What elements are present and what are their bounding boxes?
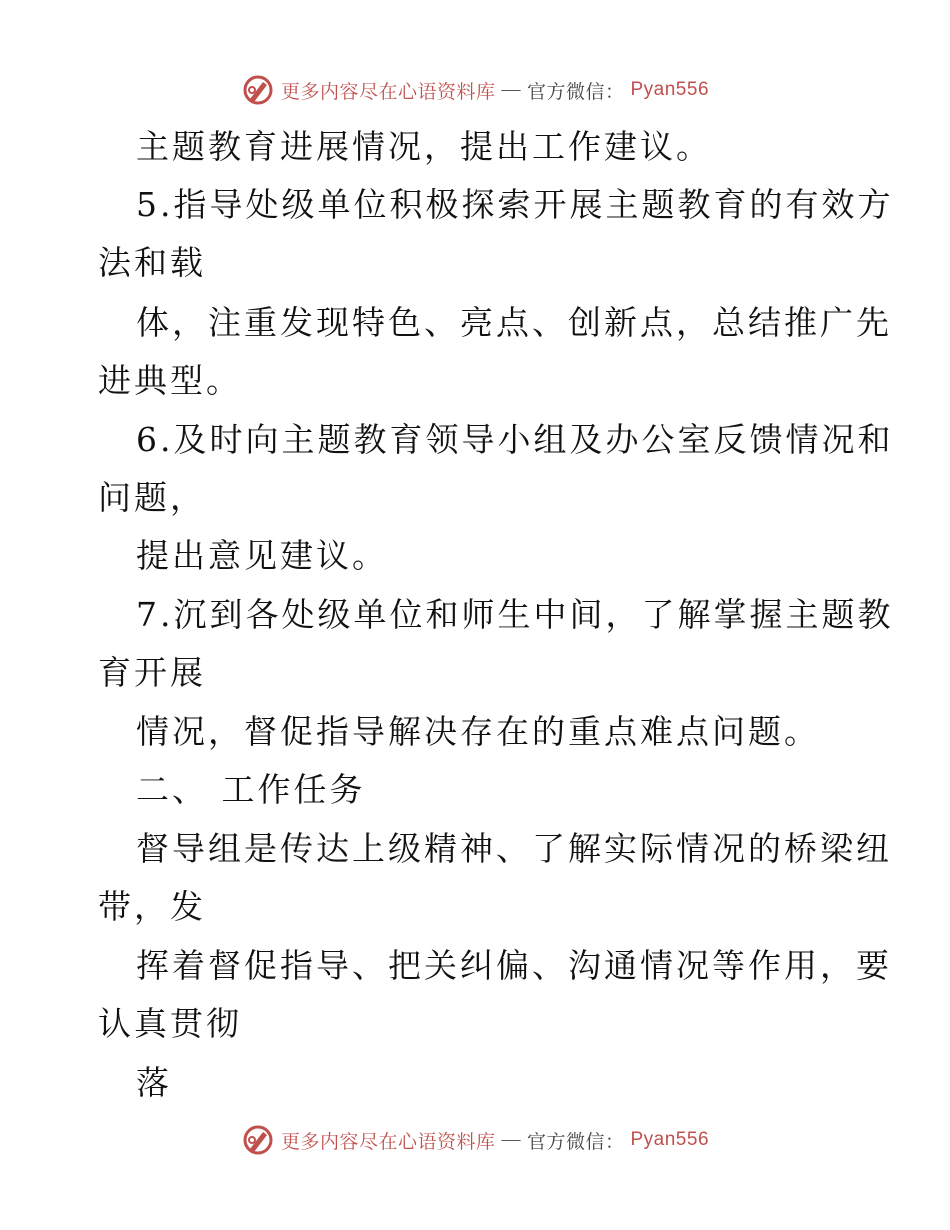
pen-logo-icon	[241, 73, 275, 107]
text-line-5: 进典型。	[98, 361, 242, 400]
text-line-9: 7.沉到各处级单位和师生中间，了解掌握主题教	[136, 595, 894, 634]
watermark-text: 更多内容尽在心语资料库	[280, 80, 496, 103]
text-line-17: 落	[136, 1063, 172, 1102]
text-line-7: 问题，	[98, 478, 206, 517]
watermark-wechat-id: Pyan556	[630, 79, 710, 100]
footer-watermark	[0, 1120, 950, 1160]
watermark-official: 官方微信：	[526, 80, 625, 103]
text-line-4: 体，注重发现特色、亮点、创新点，总结推广先	[136, 303, 892, 342]
text-line-1: 主题教育进展情况，提出工作建议。	[136, 127, 712, 166]
text-line-16: 认真贯彻	[98, 1004, 242, 1043]
text-line-14: 带，发	[98, 887, 206, 926]
text-line-2: 5.指导处级单位积极探索开展主题教育的有效方	[136, 185, 894, 224]
watermark-separator: —	[501, 1129, 521, 1150]
pen-logo-icon	[241, 1123, 275, 1157]
text-line-10: 育开展	[98, 653, 206, 692]
watermark-wechat-id: Pyan556	[630, 1129, 710, 1150]
watermark-separator: —	[501, 79, 521, 100]
text-line-6: 6.及时向主题教育领导小组及办公室反馈情况和	[136, 420, 894, 459]
text-line-15: 挥着督促指导、把关纠偏、沟通情况等作用，要	[136, 946, 892, 985]
header-watermark	[0, 70, 950, 110]
section-heading-tasks: 二、 工作任务	[136, 770, 366, 809]
watermark-official: 官方微信：	[526, 1130, 625, 1153]
text-line-8: 提出意见建议。	[136, 536, 388, 575]
watermark-text: 更多内容尽在心语资料库	[280, 1130, 496, 1153]
text-line-3: 法和载	[98, 243, 206, 282]
text-line-13: 督导组是传达上级精神、了解实际情况的桥梁纽	[136, 829, 892, 868]
text-line-11: 情况，督促指导解决存在的重点难点问题。	[136, 712, 820, 751]
